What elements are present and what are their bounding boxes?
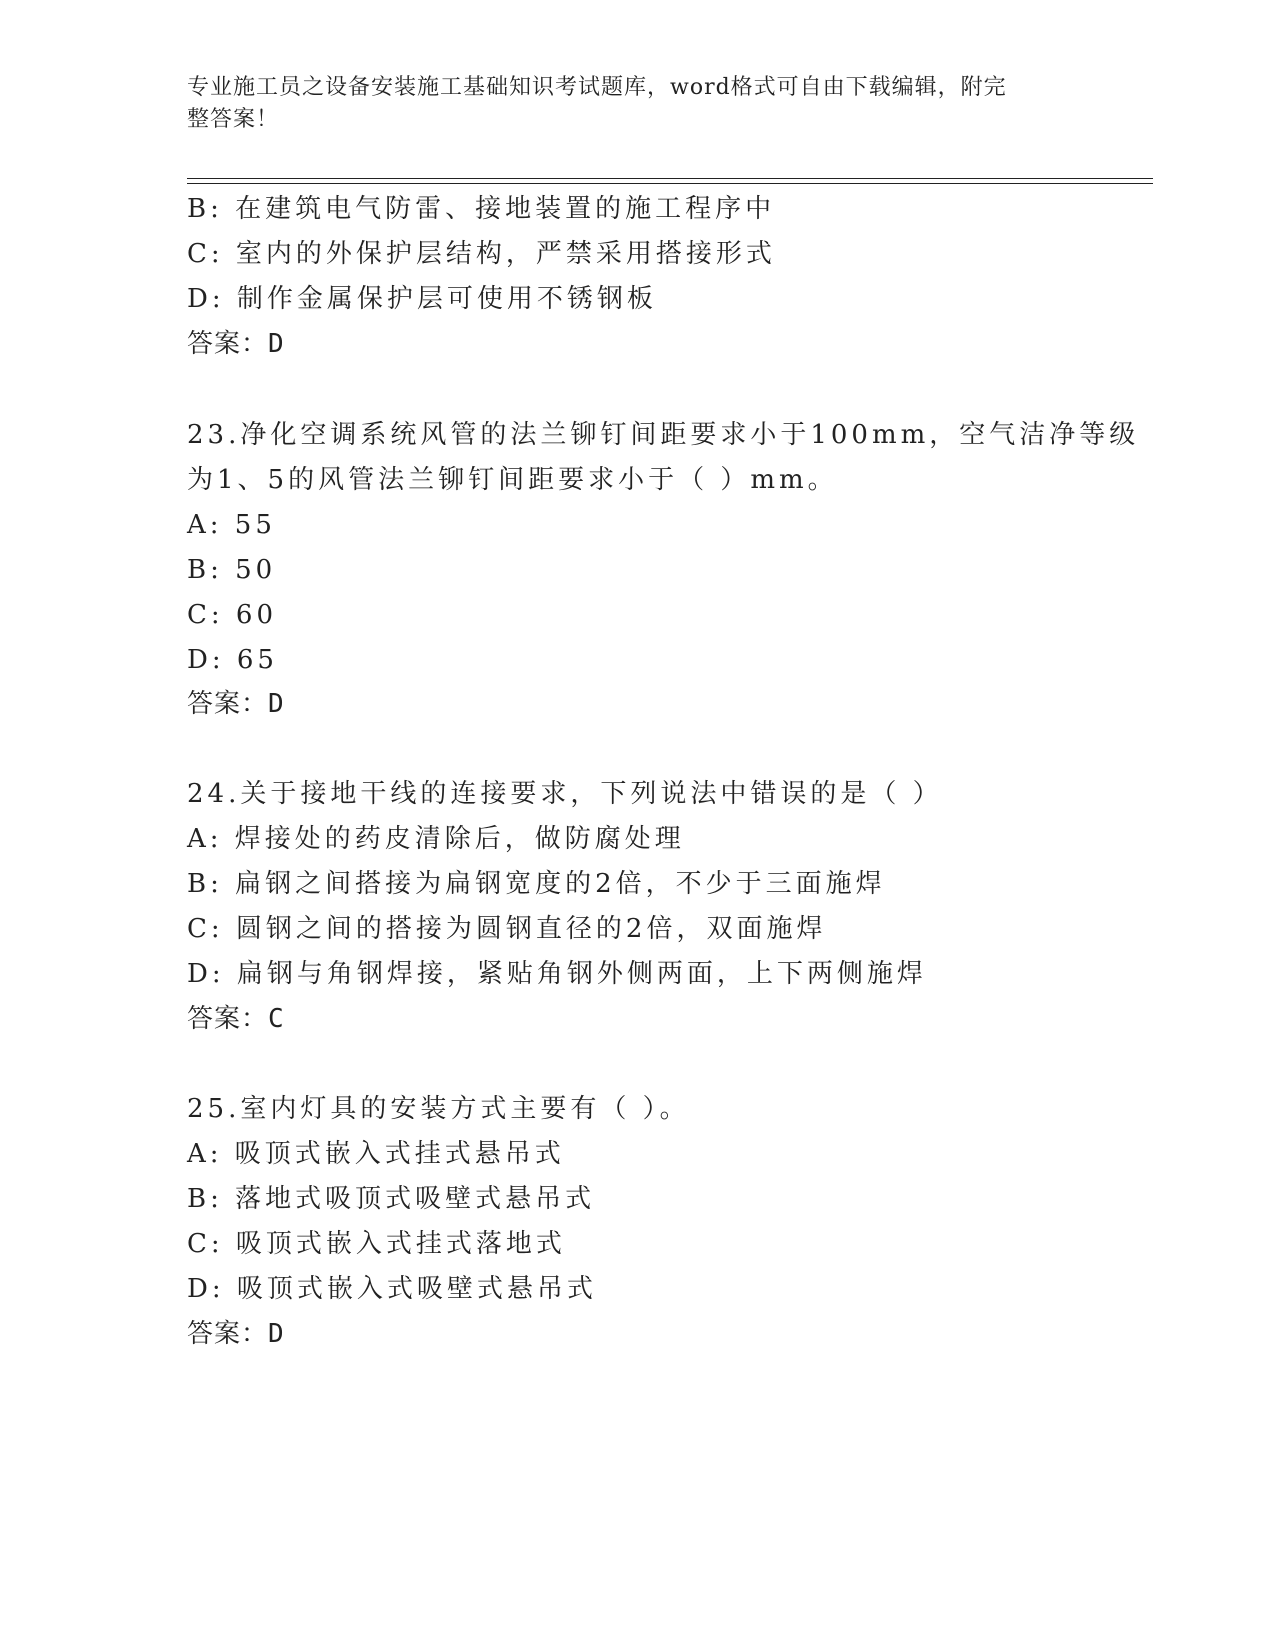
q24-option-d: D: 扁钢与角钢焊接，紧贴角钢外侧两面，上下两侧施焊: [187, 959, 927, 989]
q24-option-b: B: 扁钢之间搭接为扁钢宽度的2倍，不少于三面施焊: [187, 869, 886, 899]
q23-answer-value: D: [268, 689, 285, 719]
q24-option-c: C: 圆钢之间的搭接为圆钢直径的2倍，双面施焊: [187, 914, 827, 944]
q23-stem-line-1: 23.净化空调系统风管的法兰铆钉间距要求小于100mm，空气洁净等级: [187, 420, 1140, 450]
q25-stem: 25.室内灯具的安装方式主要有（ ）。: [187, 1094, 690, 1124]
q25-answer-label: 答案：: [187, 1319, 269, 1349]
q22-answer-value: D: [268, 329, 285, 359]
q25-answer-value: D: [268, 1319, 285, 1349]
q23-option-c: C: 60: [187, 600, 278, 630]
q22-answer: [187, 326, 285, 362]
q23-stem-line-2: 为1、5的风管法兰铆钉间距要求小于（ ）mm。: [187, 465, 838, 495]
q23-answer-label: 答案：: [187, 689, 269, 719]
header-divider-top: [187, 178, 1153, 179]
q25-option-c: C: 吸顶式嵌入式挂式落地式: [187, 1229, 566, 1259]
header-divider-bottom: [187, 183, 1153, 184]
header-line-1: 专业施工员之设备安装施工基础知识考试题库，word格式可自由下载编辑，附完: [187, 75, 1007, 100]
q23-option-d: D: 65: [187, 645, 278, 675]
header-line-2: 整答案！: [187, 107, 280, 132]
q25-option-a: A: 吸顶式嵌入式挂式悬吊式: [187, 1139, 565, 1169]
q25-option-d: D: 吸顶式嵌入式吸壁式悬吊式: [187, 1274, 597, 1304]
q22-option-b: B: 在建筑电气防雷、接地装置的施工程序中: [187, 194, 776, 224]
q24-option-a: A: 焊接处的药皮清除后，做防腐处理: [187, 824, 685, 854]
q22-option-c: C: 室内的外保护层结构，严禁采用搭接形式: [187, 239, 776, 269]
q24-answer: [187, 1001, 285, 1037]
q24-stem: 24.关于接地干线的连接要求，下列说法中错误的是（ ）: [187, 779, 943, 809]
document-header: [187, 72, 1067, 136]
q22-answer-label: 答案：: [187, 329, 269, 359]
q23-option-a: A: 55: [187, 510, 276, 540]
q24-answer-value: C: [268, 1004, 285, 1034]
q23-answer: [187, 686, 285, 722]
q24-answer-label: 答案：: [187, 1004, 269, 1034]
q25-option-b: B: 落地式吸顶式吸壁式悬吊式: [187, 1184, 596, 1214]
q23-option-b: B: 50: [187, 555, 277, 585]
q22-option-d: D: 制作金属保护层可使用不锈钢板: [187, 284, 657, 314]
q25-answer: [187, 1316, 285, 1352]
